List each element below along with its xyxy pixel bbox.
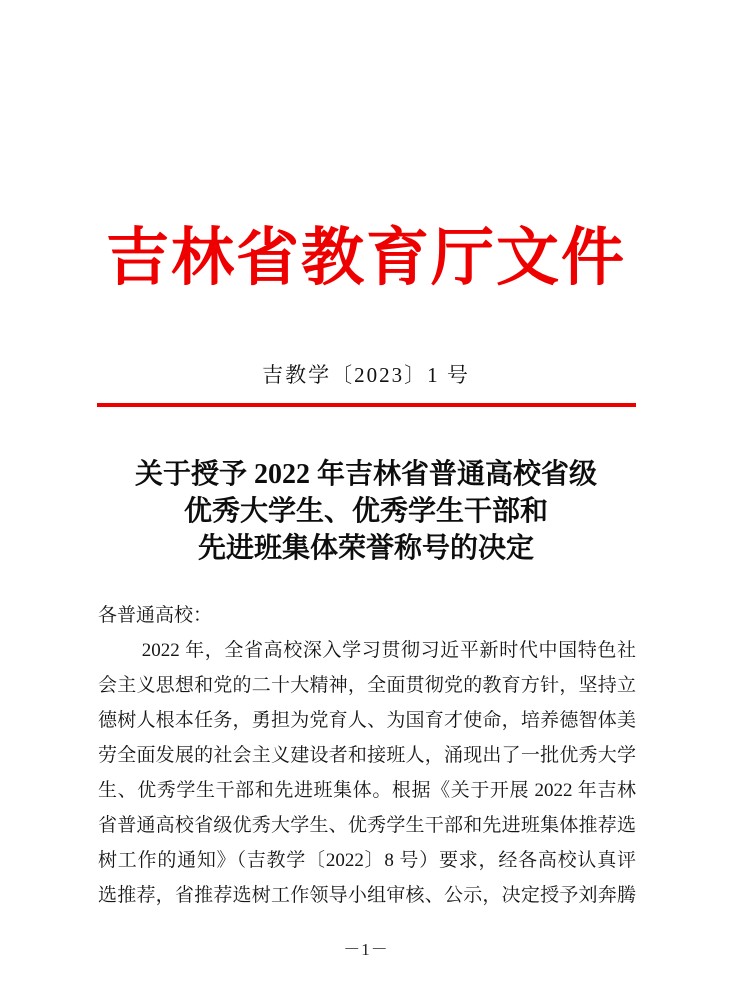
- document-title-line-3: 先进班集体荣誉称号的决定: [197, 533, 534, 564]
- salutation-line: 各普通高校：: [98, 605, 213, 626]
- body-text-line: 选推荐，省推荐选树工作领导小组审核、公示，决定授予刘奔腾: [98, 885, 636, 906]
- body-text-line: 树工作的通知》（吉教学〔2022〕8 号）要求，经各高校认真评: [98, 850, 636, 871]
- body-text-line: 劳全面发展的社会主义建设者和接班人，涌现出了一批优秀大学: [98, 745, 636, 766]
- page-number: －1－: [343, 940, 389, 959]
- body-text-line: 2022 年，全省高校深入学习贯彻习近平新时代中国特色社: [141, 640, 636, 661]
- document-title-line-1: 关于授予 2022 年吉林省普通高校省级: [134, 459, 597, 490]
- body-text-line: 生、优秀学生干部和先进班集体。根据《关于开展 2022 年吉林: [98, 780, 636, 801]
- body-text-line: 德树人根本任务，勇担为党育人、为国育才使命，培养德智体美: [98, 710, 636, 731]
- red-separator-rule: [97, 403, 636, 407]
- issuer-banner-title: 吉林省教育厅文件: [106, 223, 626, 293]
- document-title: [0, 456, 732, 567]
- document-title-line-2: 优秀大学生、优秀学生干部和: [183, 496, 548, 527]
- document-body: [98, 598, 636, 913]
- body-text-line: 会主义思想和党的二十大精神，全面贯彻党的教育方针，坚持立: [98, 675, 636, 696]
- body-text-line: 省普通高校省级优秀大学生、优秀学生干部和先进班集体推荐选: [98, 815, 636, 836]
- document-number: 吉教学〔2023〕1 号: [262, 363, 470, 387]
